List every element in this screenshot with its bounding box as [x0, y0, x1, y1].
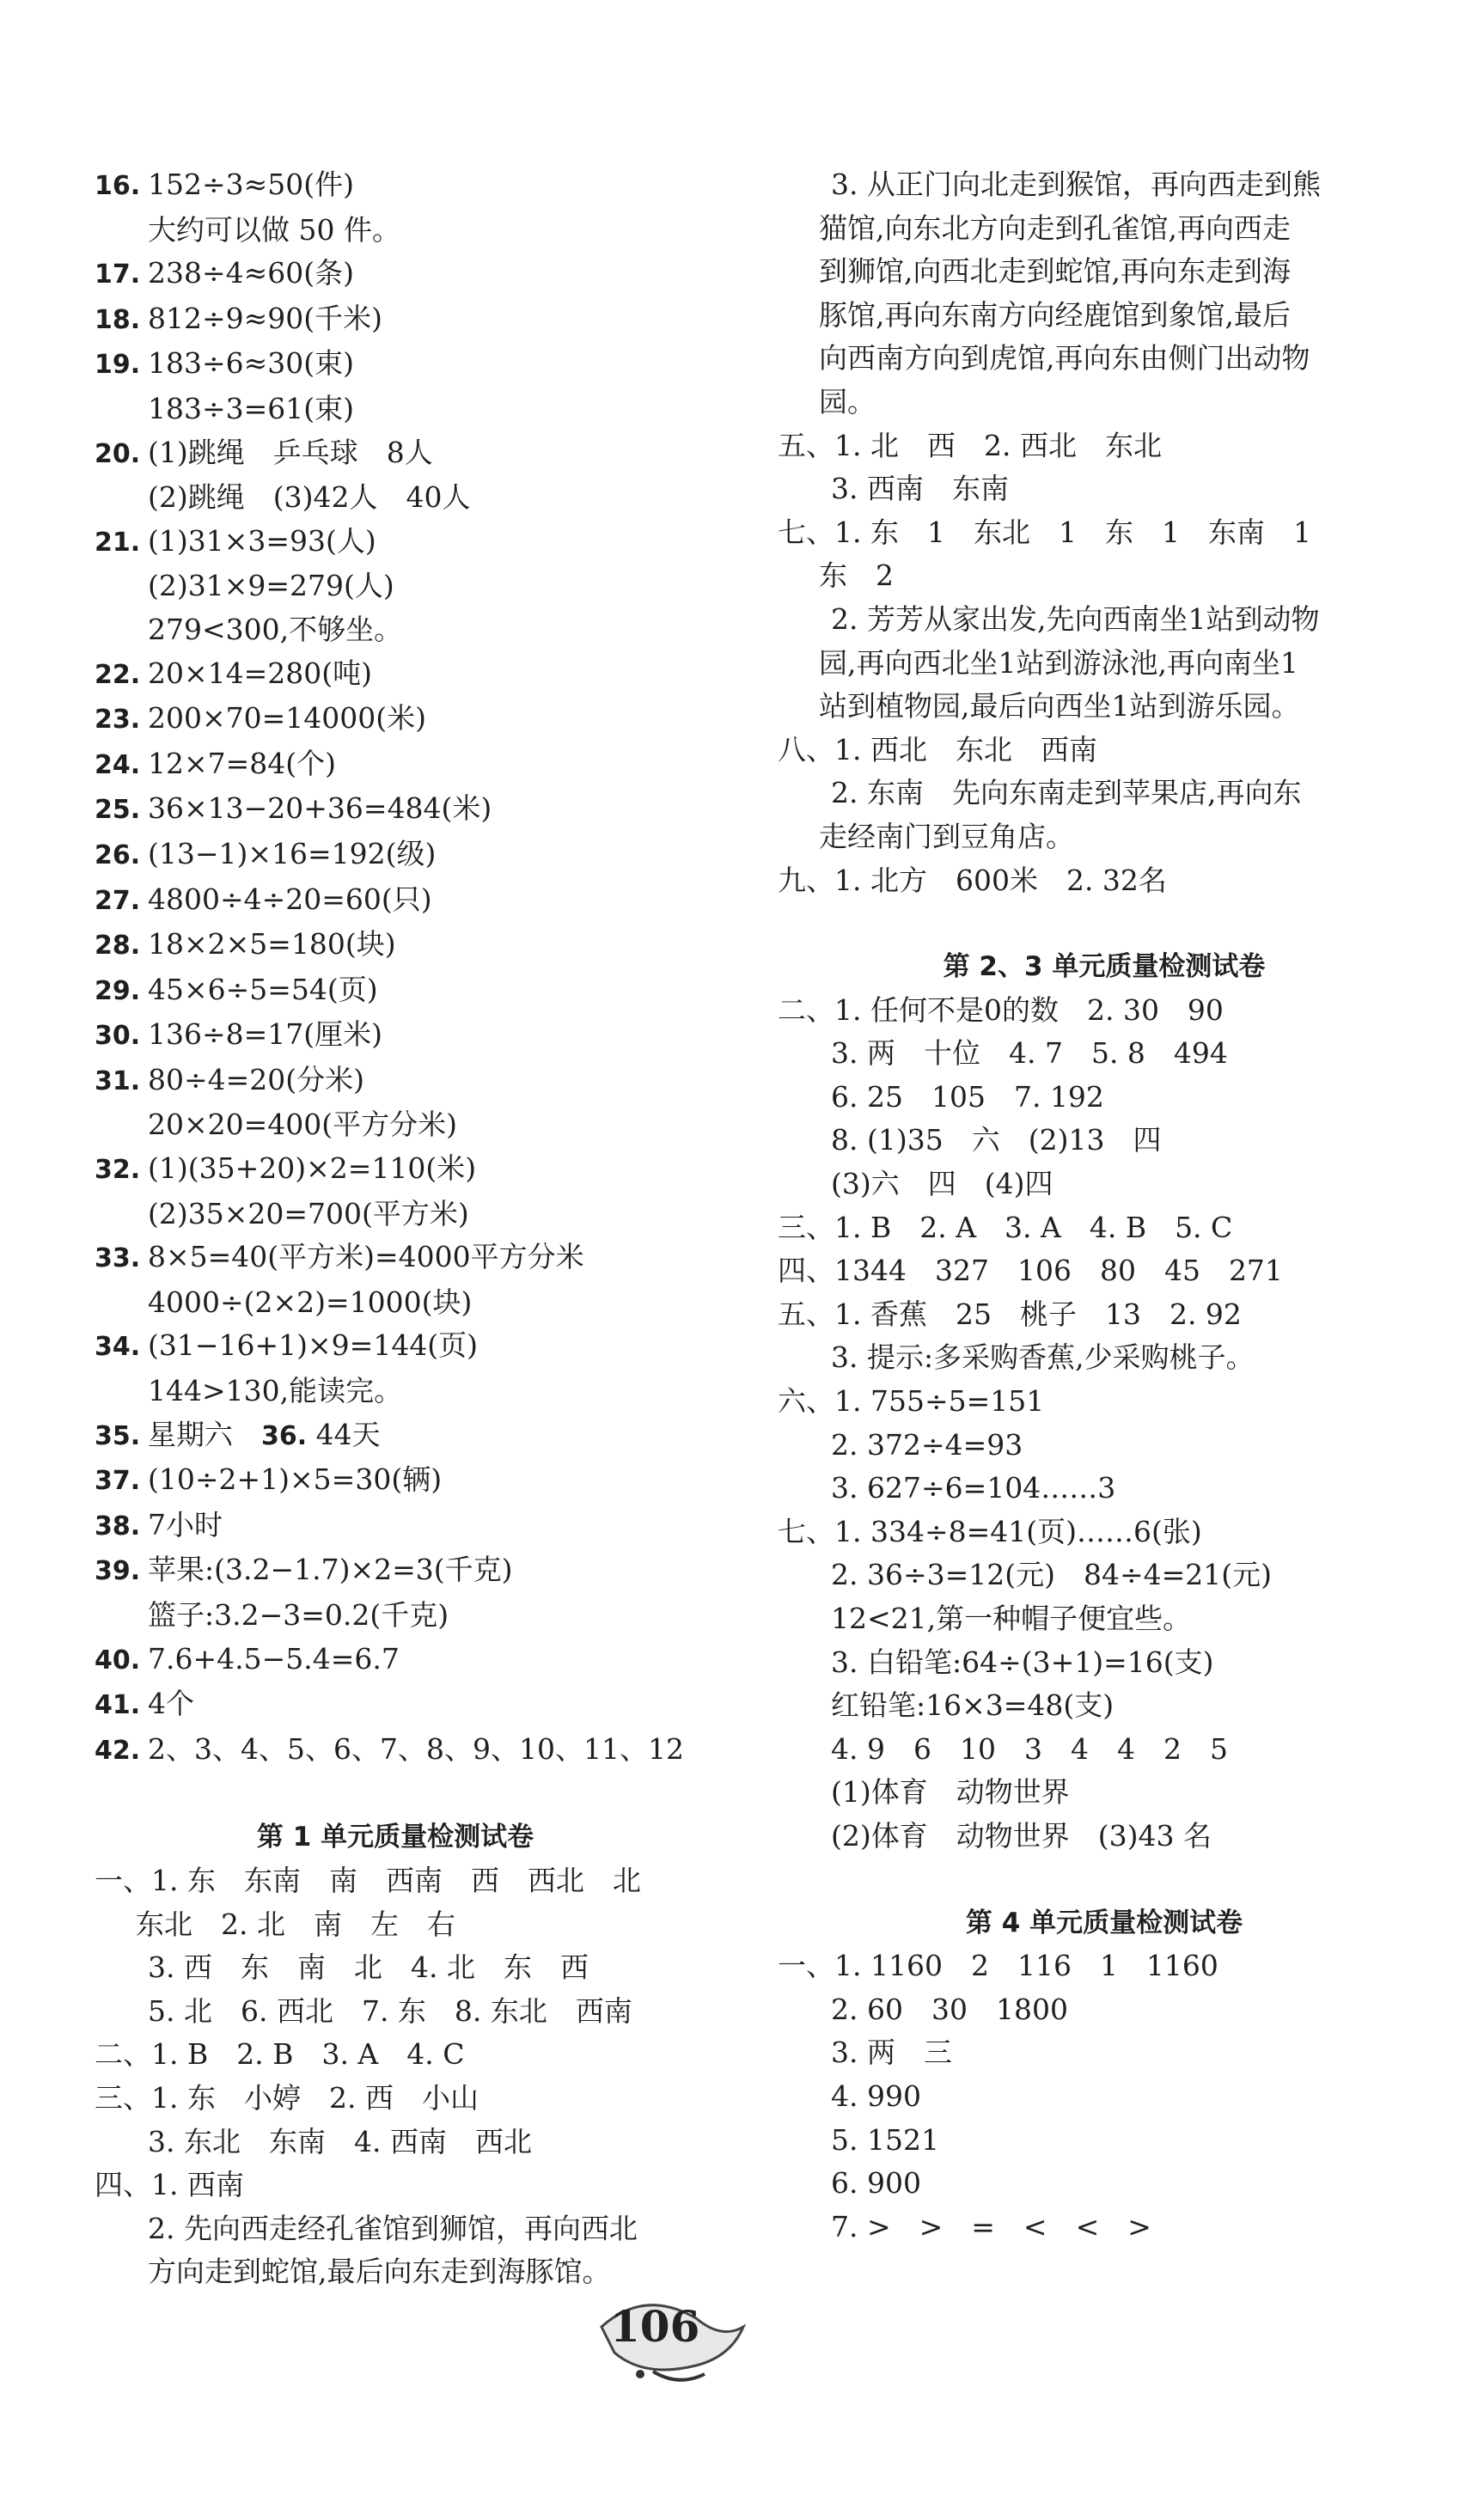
section-gap — [778, 902, 1431, 945]
answer-continuation: 3. 东北 东南 4. 西南 西北 — [148, 2124, 532, 2158]
answer-line — [95, 923, 696, 968]
answer-continuation: 7. > > = < < > — [831, 2209, 1151, 2243]
answer-text: 8×5=40(平方米)=4000平方分米 — [148, 1240, 584, 1274]
answer-continuation: 3. 627÷6=104……3 — [831, 1471, 1116, 1505]
answer-line — [95, 1324, 696, 1370]
answer-continuation: 到狮馆,向西北走到蛇馆,再向东走到海 — [819, 254, 1291, 289]
answer-text: 2、3、4、5、6、7、8、9、10、11、12 — [148, 1731, 684, 1766]
section-answer-line: 七、1. 东 1 东北 1 东 1 东南 1 — [778, 515, 1311, 549]
question-number: 37. — [95, 1466, 141, 1497]
answer-continuation: 3. 两 三 — [831, 2036, 952, 2070]
question-number: 17. — [95, 259, 141, 290]
question-number: 18. — [95, 304, 141, 335]
section-answer-line: 二、1. 任何不是0的数 2. 30 90 — [778, 992, 1224, 1027]
answer-line — [95, 787, 696, 833]
question-number: 28. — [95, 931, 141, 961]
section-answer-line: 一、1. 1160 2 116 1 1160 — [778, 1949, 1218, 1983]
answer-text: (10÷2+1)×5=30(辆) — [148, 1462, 443, 1497]
answer-continuation: (2)35×20=700(平方米) — [148, 1196, 469, 1230]
answer-text: 苹果:(3.2−1.7)×2=3(千克) — [148, 1553, 513, 1587]
answer-continuation: (2)31×9=279(人) — [148, 569, 394, 603]
page-number-badge — [593, 2292, 765, 2396]
answer-continuation: 2. 先向西走经孔雀馆到狮馆，再向西北 — [148, 2211, 638, 2245]
answer-text: 183÷6≈30(束) — [148, 346, 355, 381]
section-answer-line: 八、1. 西北 东北 西南 — [778, 732, 1097, 766]
question-number: 25. — [95, 795, 141, 826]
answer-continuation: (3)六 四 (4)四 — [831, 1167, 1053, 1201]
answer-line — [95, 1013, 696, 1059]
section-title: 第 1 单元质量检测试卷 — [256, 1822, 534, 1853]
answer-continuation: 5. 北 6. 西北 7. 东 8. 东北 西南 — [148, 1993, 632, 2028]
answer-continuation: 4. 9 6 10 3 4 4 2 5 — [831, 1731, 1228, 1766]
answer-line — [95, 252, 696, 297]
answer-text: 44天 — [315, 1417, 381, 1451]
question-number: 20. — [95, 438, 141, 469]
answer-line — [95, 1147, 696, 1193]
answer-continuation: 园。 — [819, 384, 876, 418]
answer-line — [95, 833, 696, 878]
answer-line — [95, 697, 696, 742]
right-column — [778, 163, 1431, 2249]
answer-continuation: 2. 60 30 1800 — [831, 1992, 1068, 2026]
page-number: 106 — [610, 2301, 700, 2352]
answer-text: (1)跳绳 乒乓球 8人 — [148, 435, 433, 469]
answer-text: 星期六 — [148, 1417, 261, 1451]
answer-line — [95, 1638, 696, 1683]
answer-continuation: 144>130,能读完。 — [148, 1374, 403, 1408]
question-number: 19. — [95, 350, 141, 381]
answer-text: 812÷9≈90(千米) — [148, 301, 383, 335]
left-column — [95, 163, 696, 2294]
answer-continuation: 12<21,第一种帽子便宜些。 — [831, 1602, 1192, 1635]
answer-text: 7.6+4.5−5.4=6.7 — [148, 1641, 400, 1676]
question-number: 41. — [95, 1690, 141, 1721]
question-number: 31. — [95, 1065, 141, 1096]
answer-text: 4800÷4÷20=60(只) — [148, 882, 432, 916]
answer-continuation: 3. 西 东 南 北 4. 北 东 西 — [148, 1950, 589, 1985]
question-number: 32. — [95, 1155, 141, 1186]
answer-text: 152÷3≈50(件) — [148, 168, 355, 201]
answer-line — [95, 1682, 696, 1728]
answer-line — [95, 1548, 696, 1594]
section-answer-line: 一、1. 东 东南 南 西南 西 西北 北 — [95, 1863, 641, 1897]
answer-continuation: 5. 1521 — [831, 2122, 939, 2157]
answer-line — [95, 1236, 696, 1281]
question-number: 16. — [95, 171, 141, 201]
answer-line — [95, 1413, 696, 1459]
answer-continuation: (2)体育 动物世界 (3)43 名 — [831, 1818, 1212, 1853]
answer-continuation: 大约可以做 50 件。 — [148, 212, 400, 247]
answer-continuation: 3. 白铅笔:64÷(3+1)=16(支) — [831, 1645, 1214, 1679]
answer-text: (1)31×3=93(人) — [148, 523, 376, 558]
section-answer-line: 四、1. 西南 — [95, 2168, 244, 2202]
answer-continuation: 走经南门到豆角店。 — [819, 819, 1074, 853]
answer-continuation: 2. 芳芳从家出发,先向西南坐1站到动物 — [831, 601, 1320, 636]
question-number: 30. — [95, 1021, 141, 1052]
answer-continuation: 6. 900 — [831, 2166, 921, 2201]
answer-continuation: 方向走到蛇馆,最后向东走到海豚馆。 — [148, 2255, 611, 2289]
answer-text: (1)(35+20)×2=110(米) — [148, 1151, 477, 1186]
question-number: 40. — [95, 1645, 141, 1676]
question-number: 21. — [95, 527, 141, 558]
question-number: 33. — [95, 1243, 141, 1274]
answer-continuation: 3. 西南 东南 — [831, 472, 1009, 506]
answer-text: 12×7=84(个) — [148, 746, 337, 780]
answer-text: 238÷4≈60(条) — [148, 256, 355, 290]
question-number: 38. — [95, 1511, 141, 1541]
answer-line — [95, 1728, 696, 1773]
answer-line — [95, 163, 696, 209]
answer-continuation: 2. 东南 先向东南走到苹果店,再向东 — [831, 776, 1302, 810]
answer-continuation: 6. 25 105 7. 192 — [831, 1079, 1104, 1114]
question-number: 24. — [95, 749, 141, 780]
answer-continuation: 豚馆,再向东南方向经鹿馆到象馆,最后 — [819, 297, 1291, 332]
question-number: 26. — [95, 839, 141, 870]
answer-continuation: (2)跳绳 (3)42人 40人 — [148, 480, 471, 515]
answer-continuation: 4. 990 — [831, 2079, 921, 2113]
answer-continuation: 站到植物园,最后向西坐1站到游乐园。 — [819, 689, 1300, 723]
answer-text: (13−1)×16=192(级) — [148, 836, 437, 870]
section-title: 第 2、3 单元质量检测试卷 — [943, 951, 1266, 983]
section-answer-line: 九、1. 北方 600米 2. 32名 — [778, 863, 1167, 897]
section-answer-line: 三、1. B 2. A 3. A 4. B 5. C — [778, 1210, 1233, 1244]
question-number: 35. — [95, 1420, 141, 1451]
answer-line — [95, 742, 696, 788]
section-gap — [95, 1773, 696, 1816]
answer-line — [95, 520, 696, 565]
answer-line — [95, 342, 696, 388]
answer-continuation: 4000÷(2×2)=1000(块) — [148, 1285, 473, 1319]
answer-continuation: 向西南方向到虎馆,再向东由侧门出动物 — [819, 341, 1310, 375]
answer-line — [95, 878, 696, 924]
answer-continuation: 20×20=400(平方分米) — [148, 1108, 458, 1142]
answer-text: (31−16+1)×9=144(页) — [148, 1328, 479, 1363]
answer-continuation: 红铅笔:16×3=48(支) — [831, 1688, 1115, 1723]
answer-continuation: 猫馆,向东北方向走到孔雀馆,再向西走 — [819, 211, 1291, 245]
answer-text: 7小时 — [148, 1507, 223, 1541]
answer-continuation: 279<300,不够坐。 — [148, 612, 403, 646]
section-title: 第 4 单元质量检测试卷 — [965, 1907, 1243, 1938]
section-answer-line: 四、1344 327 106 80 45 271 — [778, 1254, 1283, 1288]
answer-continuation: 183÷3=61(束) — [148, 391, 355, 425]
answer-line — [95, 297, 696, 343]
question-number: 29. — [95, 975, 141, 1006]
answer-line — [95, 652, 696, 698]
question-number: 27. — [95, 885, 141, 916]
answer-text: 20×14=280(吨) — [148, 656, 373, 690]
question-number: 36. — [261, 1420, 308, 1451]
section-answer-line: 五、1. 香蕉 25 桃子 13 2. 92 — [778, 1297, 1242, 1331]
section-answer-line: 七、1. 334÷8=41(页)……6(张) — [778, 1514, 1202, 1548]
answer-continuation: 2. 36÷3=12(元) 84÷4=21(元) — [831, 1558, 1273, 1592]
section-answer-line: 三、1. 东 小婷 2. 西 小山 — [95, 2080, 479, 2115]
answer-text: 80÷4=20(分米) — [148, 1062, 365, 1096]
answer-text: 200×70=14000(米) — [148, 701, 427, 736]
answer-line — [95, 1059, 696, 1104]
answer-continuation: (1)体育 动物世界 — [831, 1775, 1070, 1810]
question-number: 34. — [95, 1332, 141, 1363]
answer-line — [95, 431, 696, 477]
answer-continuation: 3. 两 十位 4. 7 5. 8 494 — [831, 1036, 1228, 1071]
answer-line — [95, 968, 696, 1014]
section-answer-line: 二、1. B 2. B 3. A 4. C — [95, 2037, 465, 2072]
answer-text: 4个 — [148, 1687, 194, 1721]
question-number: 39. — [95, 1556, 141, 1587]
answer-line — [95, 1504, 696, 1549]
answer-text: 136÷8=17(厘米) — [148, 1017, 383, 1052]
question-number: 42. — [95, 1735, 141, 1766]
answer-continuation: 东 2 — [819, 559, 894, 593]
answer-text: 36×13−20+36=484(米) — [148, 791, 492, 826]
answer-continuation: 3. 从正门向北走到猴馆，再向西走到熊 — [831, 168, 1321, 201]
answer-text: 45×6÷5=54(页) — [148, 972, 378, 1006]
answer-continuation: 2. 372÷4=93 — [831, 1427, 1023, 1462]
section-answer-line: 五、1. 北 西 2. 西北 东北 — [778, 428, 1162, 462]
answer-continuation: 8. (1)35 六 (2)13 四 — [831, 1123, 1162, 1157]
answer-continuation: 3. 提示:多采购香蕉,少采购桃子。 — [831, 1340, 1255, 1375]
section-gap — [778, 1859, 1431, 1902]
question-number: 23. — [95, 705, 141, 736]
answer-continuation: 东北 2. 北 南 左 右 — [136, 1907, 455, 1941]
answer-continuation: 篮子:3.2−3=0.2(千克) — [148, 1598, 449, 1632]
answer-line — [95, 1458, 696, 1504]
section-answer-line: 六、1. 755÷5=151 — [778, 1384, 1045, 1419]
question-number: 22. — [95, 659, 141, 690]
answer-text: 18×2×5=180(块) — [148, 927, 396, 961]
answer-continuation: 园,再向西北坐1站到游泳池,再向南坐1 — [819, 645, 1298, 680]
